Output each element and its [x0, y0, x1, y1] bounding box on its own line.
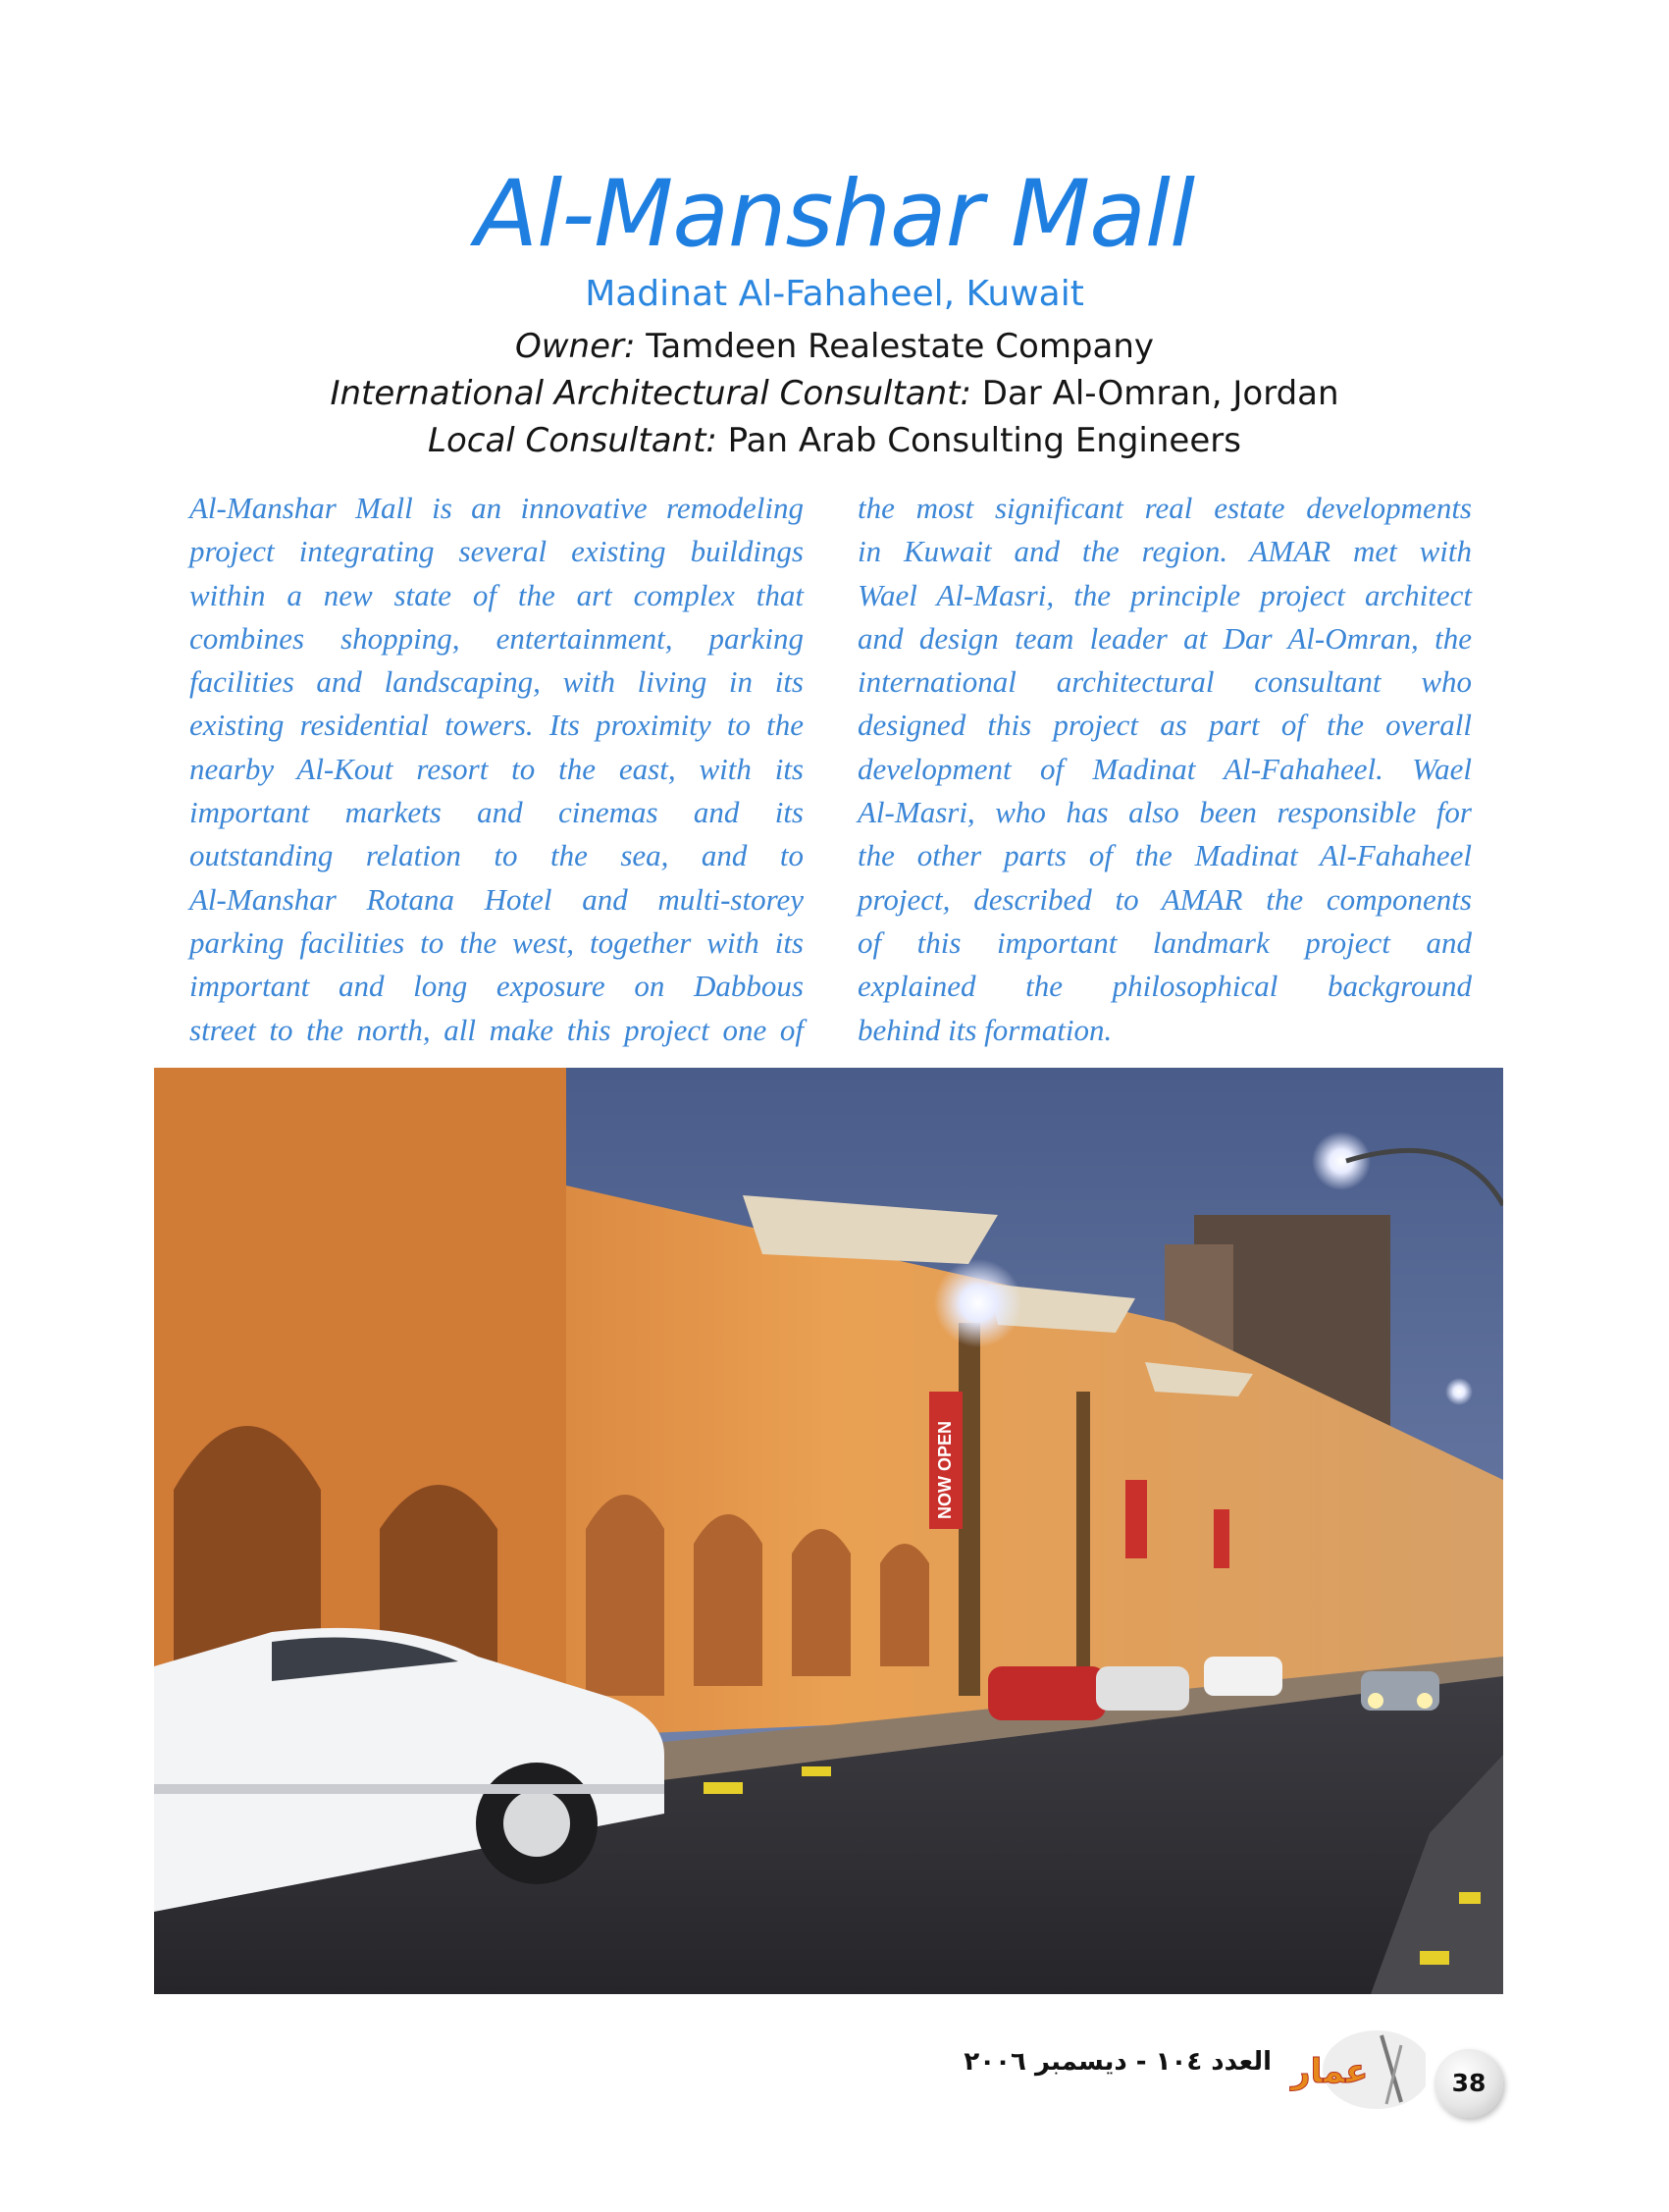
- body-line: development of Madinat Al-Fahaheel. Wael: [858, 751, 1472, 786]
- body-line: and design team leader at Dar Al-Omran, the: [858, 620, 1472, 656]
- issue-info: العدد ١٠٤ - ديسمبر ٢٠٠٦: [964, 2047, 1272, 2077]
- banner-now-open: NOW OPEN: [935, 1420, 955, 1519]
- body-line: in Kuwait and the region. AMAR met with: [858, 534, 1472, 569]
- body-line: street to the north, all make this project one of: [189, 1012, 804, 1047]
- article-location: Madinat Al-Fahaheel, Kuwait: [585, 274, 1084, 314]
- body-line: designed this project as part of the overall: [858, 708, 1472, 743]
- article-title: Al-Manshar Mall: [474, 161, 1195, 268]
- body-line: explained the philosophical background: [858, 969, 1472, 1004]
- body-line: project integrating several existing buildings: [189, 534, 804, 569]
- credit-label: Owner:: [514, 327, 636, 366]
- body-line: important and long exposure on Dabbous: [189, 969, 804, 1004]
- body-line: within a new state of the art complex that: [189, 577, 804, 612]
- body-line: nearby Al-Kout resort to the east, with its: [189, 751, 804, 786]
- credit-local-consultant: [0, 421, 1669, 460]
- credit-value: Dar Al-Omran, Jordan: [981, 374, 1339, 413]
- body-column-left: [189, 487, 804, 1052]
- credit-value: Tamdeen Realestate Company: [646, 327, 1155, 366]
- body-line: project, described to AMAR the components: [858, 881, 1472, 917]
- body-line: Al-Manshar Mall is an innovative remodeling: [189, 491, 804, 525]
- page-number-badge: [1434, 2049, 1503, 2118]
- body-line: Al-Manshar Rotana Hotel and multi-storey: [189, 881, 804, 917]
- credit-value: Pan Arab Consulting Engineers: [727, 421, 1241, 460]
- body-line: parking facilities to the west, together with its: [189, 924, 804, 960]
- body-line: combines shopping, entertainment, parking: [189, 620, 804, 656]
- body-line: international architectural consultant who: [858, 664, 1472, 700]
- body-line: Al-Masri, who has also been responsible for: [858, 795, 1472, 830]
- body-column-right: [858, 487, 1472, 1052]
- page-number: 38: [1451, 2069, 1486, 2097]
- body-line: of this important landmark project and: [858, 924, 1472, 960]
- credit-label: Local Consultant:: [428, 421, 717, 460]
- body-line: behind its formation.: [858, 1012, 1113, 1047]
- credit-owner: [0, 327, 1669, 366]
- body-line: the other parts of the Madinat Al-Fahaheel: [858, 838, 1472, 873]
- logo-text: عمار: [1291, 2052, 1369, 2091]
- amar-magazine-logo: [1283, 2026, 1426, 2114]
- body-line: outstanding relation to the sea, and to: [189, 838, 804, 873]
- body-line: important markets and cinemas and its: [189, 795, 804, 830]
- body-line: facilities and landscaping, with living in its: [189, 664, 804, 700]
- credit-label: International Architectural Consultant:: [330, 374, 971, 413]
- credit-international-consultant: [0, 374, 1669, 413]
- body-line: existing residential towers. Its proximity to the: [189, 708, 804, 743]
- mall-street-photo: [154, 1068, 1503, 1994]
- body-line: the most significant real estate developments: [858, 491, 1472, 525]
- body-line: Wael Al-Masri, the principle project architect: [858, 577, 1472, 612]
